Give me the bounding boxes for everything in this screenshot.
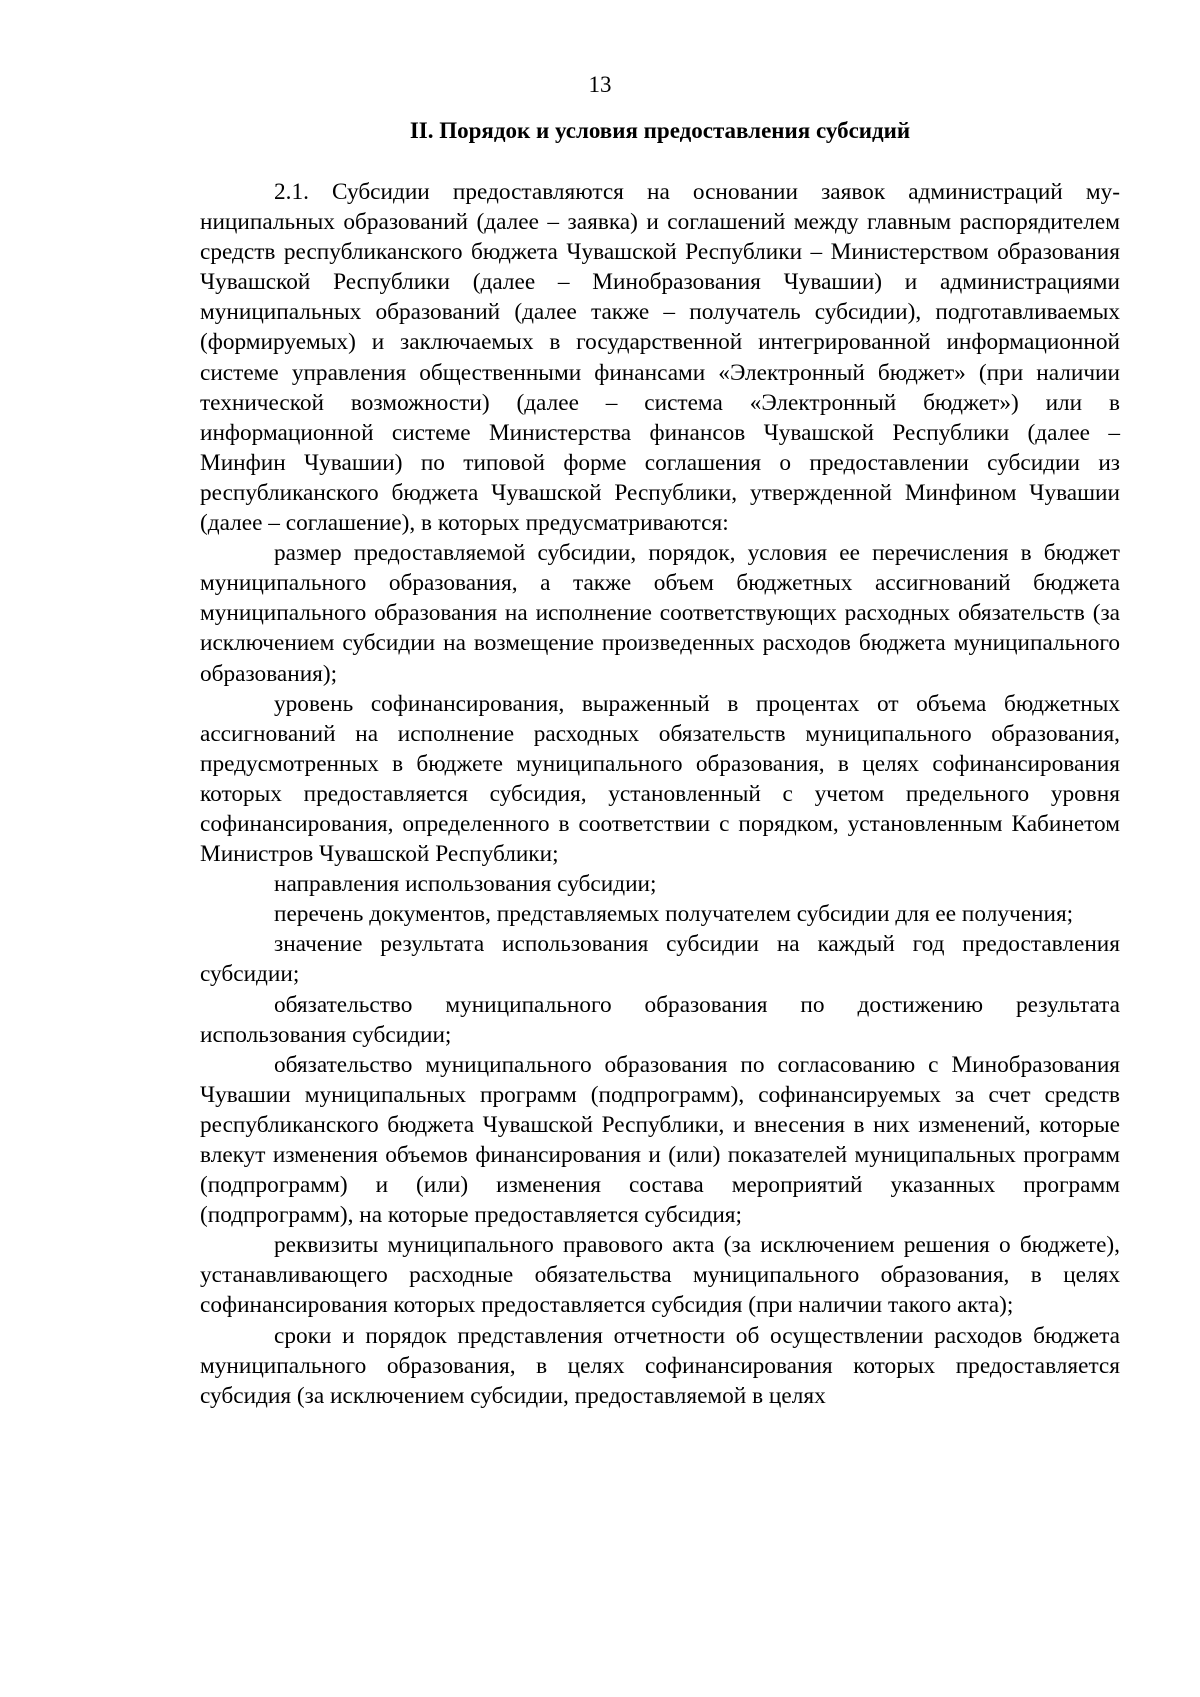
page-number: 13: [588, 72, 612, 97]
paragraph-program-approval: обязательство муниципального образования по согласованию с Минобразования Чувашии муниципальных программ (подпрограмм), софинансируемых за счет средств республиканского бюджета Чувашской Республики, и внесения в них изменений, которые влекут изменения объемов финансирования и (или) показателей муниципальных программ (подпрограмм) и (или) изменения состава мероприятий указанных программ (подпрограмм), на которые предоставляется субсидия;: [200, 1051, 1120, 1229]
paragraph-legal-act-details: реквизиты муниципального правового акта (за исключением решения о бюджете), устанавливающего расходные обязательства муниципального образования, в целях софинансирования которых предоставляется субсидия (при наличии такого акта);: [200, 1232, 1120, 1319]
paragraph-cofinancing-level: уровень софинансирования, выраженный в процентах от объема бюджетных ассигнований на исполнение расходных обязательств муниципального образования, предусмотренных в бюджете муниципального образования, в целях софинансирования которых предоставляется субсидия, установленный с учетом предельного уровня софинансирования, определенного в соответствии с порядком, установленным Кабинетом Министров Чувашской Республики;: [200, 690, 1120, 868]
paragraph-result-obligation: обязательство муниципального образования по достижению результата использования субсидии;: [200, 991, 1120, 1048]
paragraph-subsidy-basis: 2.1. Субсидии предоставляются на основании заявок администраций муниципальных образований (далее – заявка) и соглашений между главным распорядителем средств республиканского бюджета Чувашской Республики – Министерством образования Чувашской Республики (далее – Минобразования Чувашии) и администрациями муниципальных образований (далее также – получатель субсидии), подготавливаемых (формируемых) и заключаемых в государственной интегрированной информационной системе управления общественными финансами «Электронный бюджет» (при наличии технической возможности) (далее – система «Электронный бюджет») или в информационной системе Министерства финансов Чувашской Республики (далее – Минфин Чувашии) по типовой форме соглашения о предоставлении субсидии из республиканского бюджета Чувашской Республики, утвержденной Минфином Чувашии (далее – соглашение), в которых предусматриваются:: [200, 179, 1120, 537]
paragraph-reporting-terms: сроки и порядок представления отчетности об осуществлении расходов бюджета муниципального образования, в целях софинансирования которых предоставляется субсидия (за исключением субсидии, предоставляемой в целях: [200, 1322, 1120, 1409]
paragraph-document-list: перечень документов, представляемых получателем субсидии для ее получения;: [274, 901, 1074, 928]
body-text: [200, 177, 1120, 1411]
paragraph-usage-directions: направления использования субсидии;: [274, 871, 657, 898]
paragraph-result-value: значение результата использования субсидии на каждый год предоставления субсидии;: [200, 931, 1120, 988]
section-title: II. Порядок и условия предоставления субсидий: [409, 118, 911, 143]
paragraph-subsidy-amount: размер предоставляемой субсидии, порядок, условия ее перечисления в бюджет муниципального образования, а также объем бюджетных ассигнований бюджета муниципального образования на исполнение соответствующих расходных обязательств (за исключением субсидии на возмещение произведенных расходов бюджета муниципального образования);: [200, 540, 1120, 687]
